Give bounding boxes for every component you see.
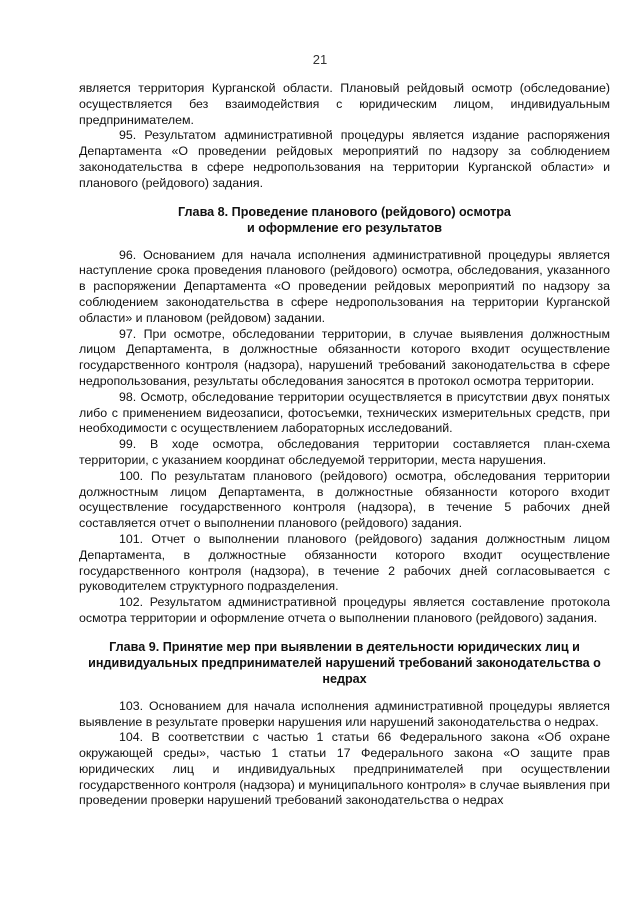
chapter-8-heading-line-1: Глава 8. Проведение планового (рейдового) осмотра	[178, 204, 511, 219]
paragraph-99: 99. В ходе осмотра, обследования территории составляется план-схема территории, с указанием координат обследуемой территории, места нарушения.	[79, 437, 610, 467]
paragraph-100: 100. По результатам планового (рейдового) осмотра, обследования территории должностным лицом Департамента, в должностные обязанности которого входит осуществление государственного контроля (надзора), в течение 5 рабочих дней составляется отчет о выполнении планового (рейдового) задания.	[79, 468, 610, 531]
document-body	[79, 81, 610, 809]
chapter-8-heading	[79, 204, 610, 236]
paragraph-101: 101. Отчет о выполнении планового (рейдового) задания должностным лицом Департамента, в должностные обязанности которого входит осуществление государственного контроля (надзора), в течение 2 рабочих дней согласовывается с руководителем структурного подразделения.	[79, 531, 610, 594]
paragraph-95: 95. Результатом административной процедуры является издание распоряжения Департамента «О проведении рейдовых мероприятий по надзору за соблюдением законодательства в сфере недропользования на территории Курганской области» и планового (рейдового) задания.	[79, 128, 610, 190]
paragraph-104: 104. В соответствии с частью 1 статьи 66 Федерального закона «Об охране окружающей среды», частью 1 статьи 17 Федерального закона «О защите прав юридических лиц и индивидуальных предпринимателей при осуществлении государственного контроля (надзора) и муниципального контроля» в случае выявления при проведении проверки нарушений требований законодательства о недрах	[79, 730, 610, 808]
paragraph-103: 103. Основанием для начала исполнения административной процедуры является выявление в результате проверки нарушения или нарушений законодательства о недрах.	[79, 698, 610, 729]
chapter-9-heading	[79, 639, 610, 687]
paragraph-97: 97. При осмотре, обследовании территории, в случае выявления должностным лицом Департамента, в должностные обязанности которого входит осуществление государственного контроля (надзора), нарушений требований законодательства в сфере недропользования, результаты обследования заносятся в протокол осмотра территории.	[79, 326, 610, 388]
chapter-9-heading-line-3: недрах	[322, 671, 367, 686]
paragraph-96: 96. Основанием для начала исполнения административной процедуры является наступление срока проведения планового (рейдового) осмотра, обследования, указанного в распоряжении Департамента «О проведении рейдовых мероприятий по надзору за соблюдением законодательства в сфере недропользования на территории Курганской области» и плановом (рейдовом) задании.	[79, 247, 610, 325]
paragraph-98: 98. Осмотр, обследование территории осуществляется в присутствии двух понятых либо с применением видеозаписи, фотосъемки, технических измерительных средств, при необходимости с осуществлением лабораторных исследований.	[79, 389, 610, 436]
chapter-9-heading-line-2: индивидуальных предпринимателей нарушений требований законодательства о	[88, 655, 601, 670]
paragraph-102: 102. Результатом административной процедуры является составление протокола осмотра территории и оформление отчета о выполнении планового (рейдового) задания.	[79, 595, 610, 625]
page-number: 21	[312, 52, 328, 67]
chapter-9-heading-line-1: Глава 9. Принятие мер при выявлении в деятельности юридических лиц и	[109, 639, 580, 654]
paragraph-continuation: является территория Курганской области. Плановый рейдовый осмотр (обследование) осуществляется без взаимодействия с юридическим лицом, индивидуальным предпринимателем.	[79, 81, 610, 127]
chapter-8-heading-line-2: и оформление его результатов	[246, 220, 442, 235]
